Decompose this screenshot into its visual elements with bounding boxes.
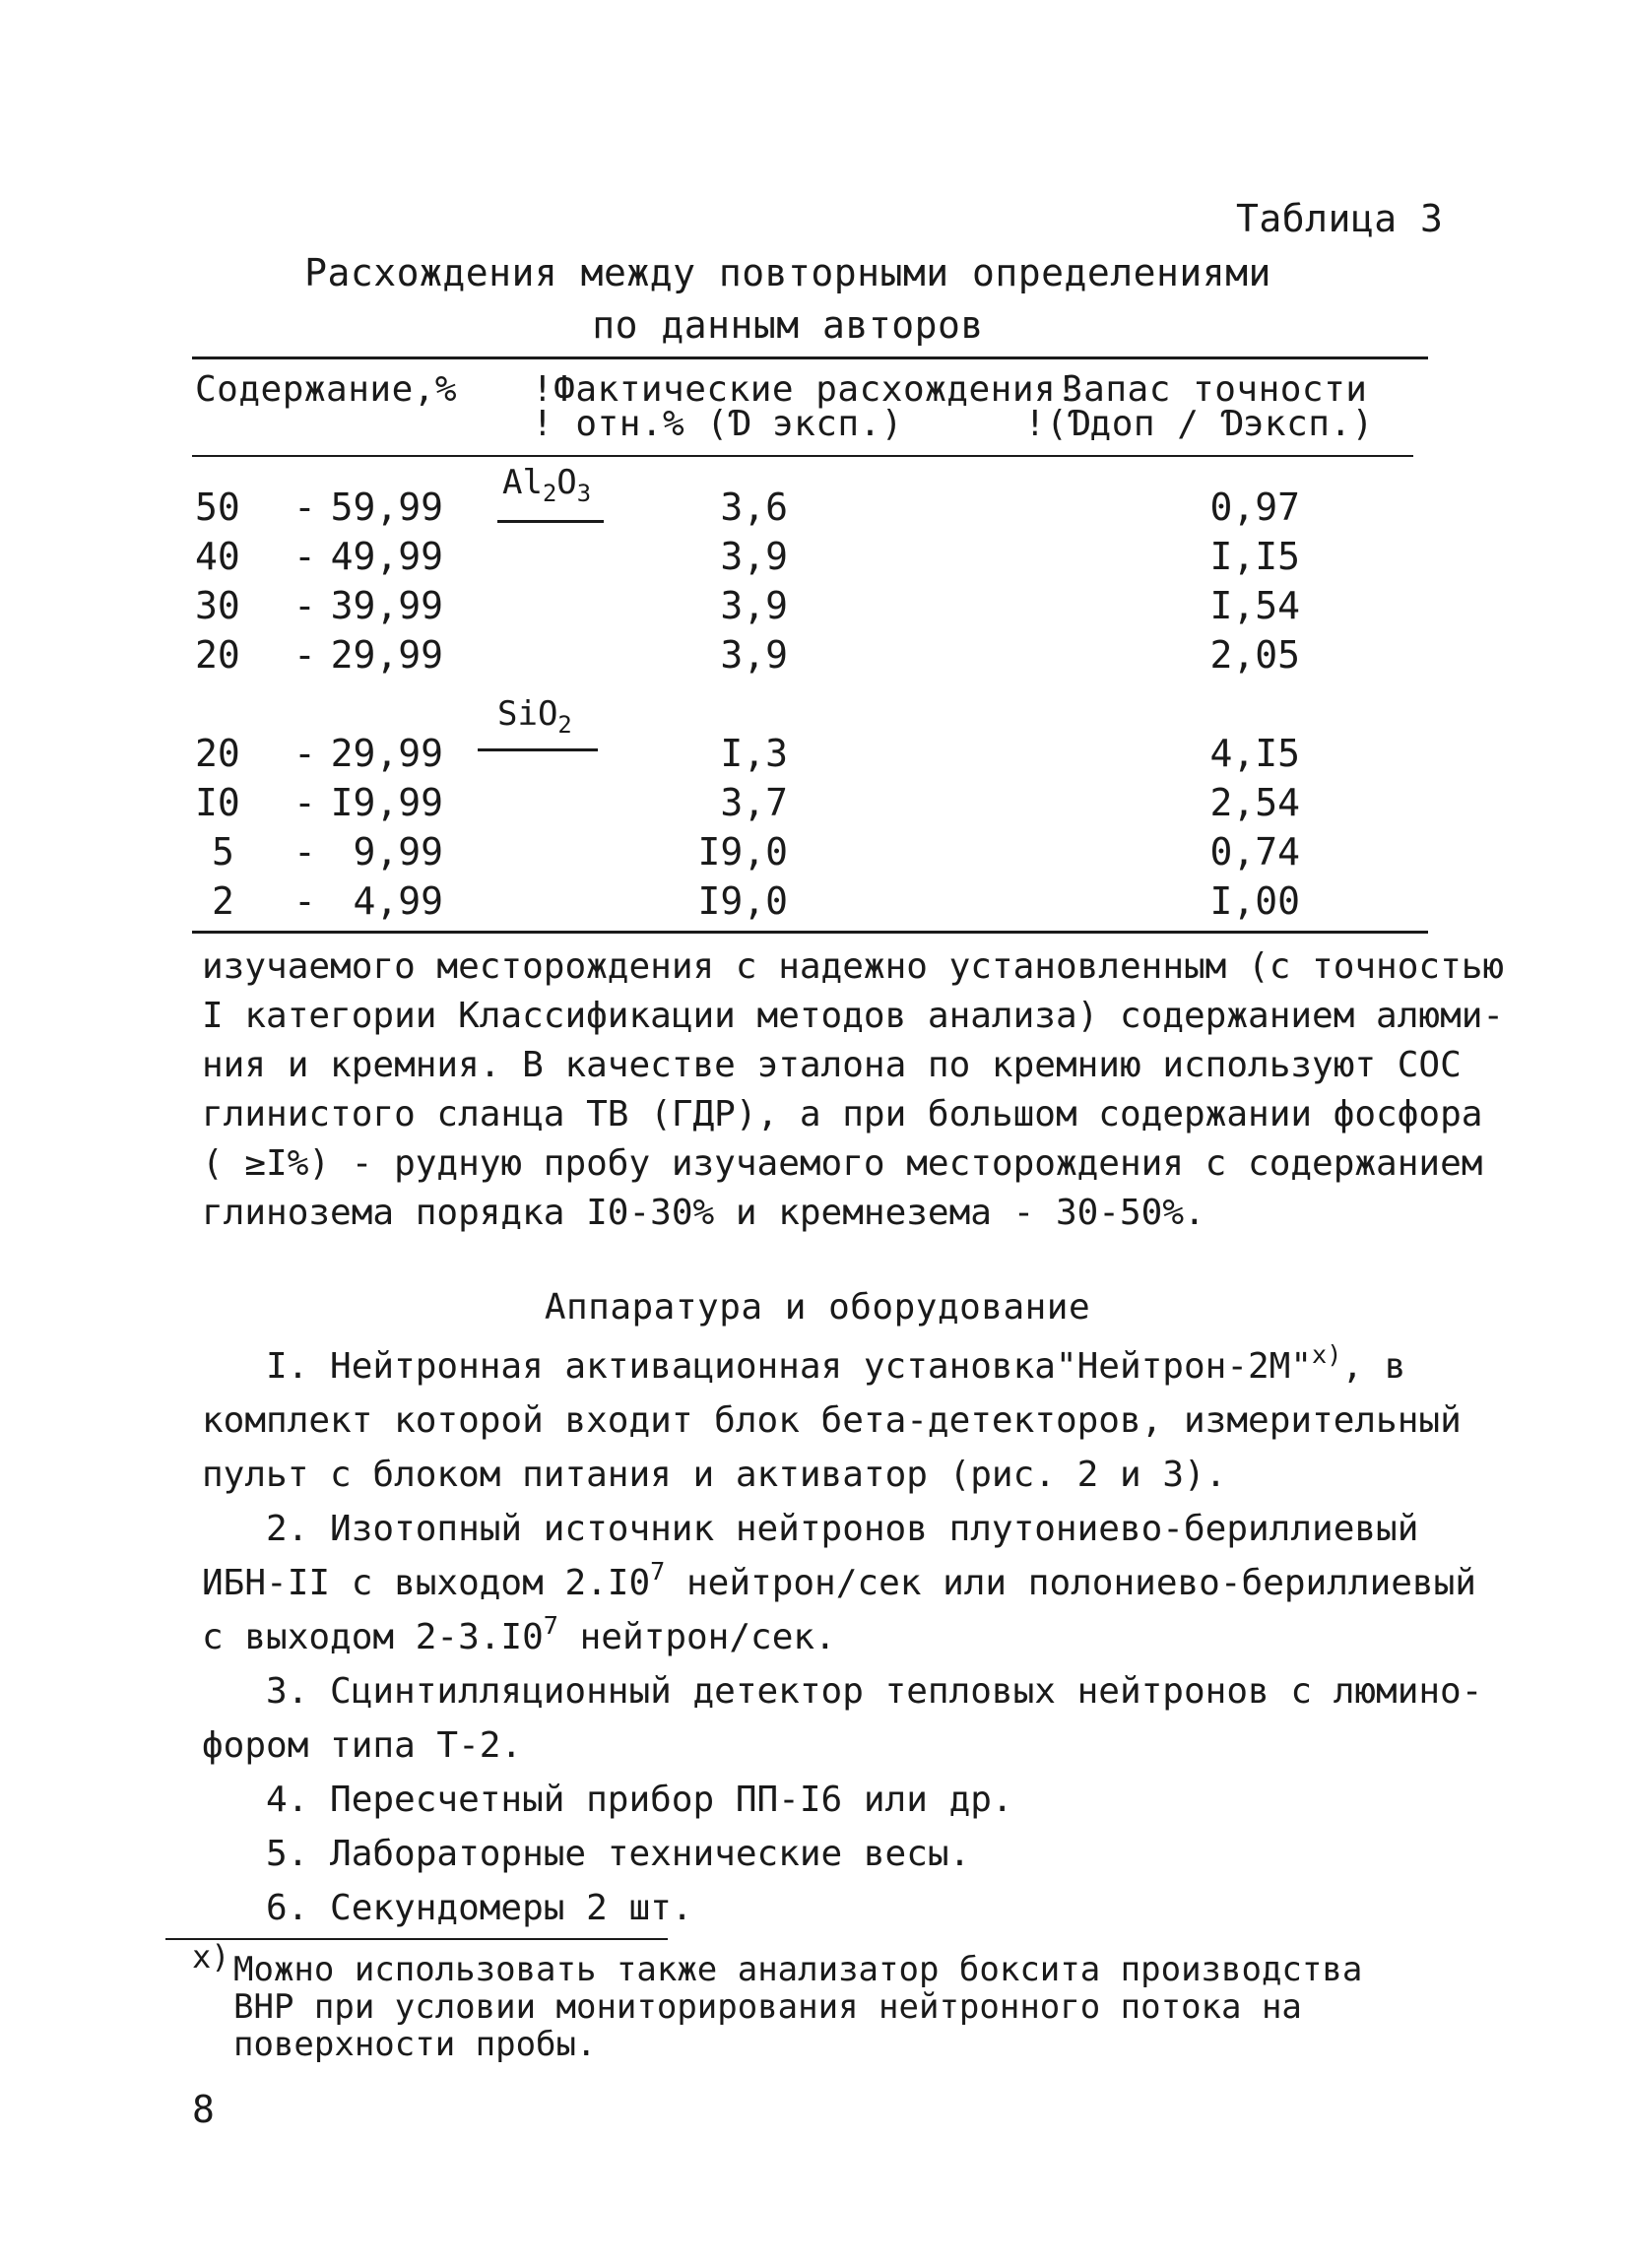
cell-from: 20 [195, 732, 240, 775]
header-reserve-line1: Запас точности [1062, 369, 1368, 410]
cell-from: 50 [195, 486, 240, 529]
cell-from: 40 [195, 535, 240, 578]
list-item-continuation: фором типа Т-2. [202, 1725, 523, 1766]
list-item: 4. Пересчетный прибор ПП-I6 или др. [266, 1780, 1013, 1820]
section-title: Аппаратура и оборудование [544, 1287, 1091, 1328]
paragraph-line: изучаемого месторождения с надежно установленным (с точностью [202, 946, 1505, 987]
paragraph-line: I категории Классификации методов анализа) содержанием алюми- [202, 996, 1505, 1036]
page-number: 8 [192, 2088, 215, 2131]
exponent: 7 [650, 1556, 666, 1586]
cell-dash: - [293, 633, 316, 677]
table-bottom-rule [192, 931, 1428, 934]
cell-from: 5 [212, 830, 234, 874]
cell-fact: I,3 [720, 732, 788, 775]
cell-fact: I9,0 [697, 830, 788, 874]
cell-reserve: 4,I5 [1209, 732, 1300, 775]
cell-to: 29,99 [330, 633, 443, 677]
header-bottom-rule [192, 455, 1413, 457]
table-title-line2: по данным авторов [592, 303, 984, 347]
cell-fact: 3,9 [720, 584, 788, 627]
list-text: ИБН-II с выходом 2.I0 [202, 1563, 651, 1603]
paragraph-line: глинистого сланца ТВ (ГДР), а при большом содержании фосфора [202, 1094, 1483, 1134]
cell-reserve: I,I5 [1209, 535, 1300, 578]
cell-fact: I9,0 [697, 879, 788, 923]
cell-fact: 3,6 [720, 486, 788, 529]
header-reserve-line2: !(Ɗдоп / Ɗэксп.) [1024, 404, 1374, 444]
cell-fact: 3,9 [720, 633, 788, 677]
list-item: 6. Секундомеры 2 шт. [266, 1888, 693, 1928]
table-label: Таблица 3 [1236, 197, 1444, 240]
footnote-separator [165, 1938, 668, 1940]
cell-reserve: 2,54 [1209, 781, 1300, 824]
cell-to: 9,99 [353, 830, 443, 874]
formula-part: O [556, 463, 577, 502]
paragraph-line: ния и кремния. В качестве эталона по кремнию используют СОС [202, 1045, 1462, 1085]
formula-part: SiO [497, 694, 558, 734]
formula-sub: 2 [557, 711, 572, 740]
footnote-line: Можно использовать также анализатор боксита производства [233, 1950, 1363, 1989]
footnote-line: поверхности пробы. [233, 2025, 597, 2064]
cell-dash: - [293, 879, 316, 923]
formula-underline [478, 748, 598, 751]
cell-to: 49,99 [330, 535, 443, 578]
header-fact-line2: ! отн.% (Ɗ эксп.) [532, 404, 903, 444]
list-item: 5. Лабораторные технические весы. [266, 1834, 971, 1874]
cell-to: 59,99 [330, 486, 443, 529]
cell-dash: - [293, 781, 316, 824]
formula-sio2 [497, 694, 572, 740]
cell-reserve: 0,97 [1209, 486, 1300, 529]
cell-reserve: I,00 [1209, 879, 1300, 923]
list-text: с выходом 2-3.I0 [202, 1617, 544, 1657]
formula-underline [497, 520, 604, 523]
cell-to: 29,99 [330, 732, 443, 775]
list-text: нейтрон/сек или полониево-бериллиевый [665, 1563, 1476, 1603]
list-text: I. Нейтронная активационная установка"Нейтрон-2М" [266, 1346, 1313, 1387]
cell-from: 30 [195, 584, 240, 627]
formula-sub: 3 [576, 480, 592, 508]
list-item: 3. Сцинтилляционный детектор тепловых нейтронов с люмино- [266, 1671, 1483, 1712]
footnote-ref: x) [1312, 1339, 1342, 1369]
table-title-line1: Расхождения между повторными определениями [304, 251, 1271, 294]
list-text: нейтрон/сек. [557, 1617, 836, 1657]
cell-dash: - [293, 535, 316, 578]
cell-to: 39,99 [330, 584, 443, 627]
footnote-line: ВНР при условии мониторирования нейтронного потока на [233, 1987, 1302, 2027]
list-item [266, 1339, 1507, 1394]
header-content: Содержание,% [195, 369, 458, 410]
paragraph-line: глинозема порядка I0-30% и кремнезема - 30-50%. [202, 1193, 1205, 1233]
cell-fact: 3,7 [720, 781, 788, 824]
cell-dash: - [293, 584, 316, 627]
formula-sub: 2 [542, 480, 557, 508]
cell-to: 4,99 [353, 879, 443, 923]
cell-reserve: 0,74 [1209, 830, 1300, 874]
list-item-continuation [202, 1610, 1443, 1665]
exponent: 7 [543, 1610, 558, 1640]
list-item-continuation: комплект которой входит блок бета-детекторов, измерительный [202, 1400, 1462, 1441]
formula-part: Al [502, 463, 543, 502]
cell-fact: 3,9 [720, 535, 788, 578]
cell-reserve: 2,05 [1209, 633, 1300, 677]
cell-dash: - [293, 732, 316, 775]
cell-dash: - [293, 486, 316, 529]
cell-dash: - [293, 830, 316, 874]
list-item-continuation [202, 1556, 1476, 1611]
list-text: , в [1341, 1346, 1406, 1387]
footnote-mark: x) [192, 1938, 230, 1976]
cell-from: 20 [195, 633, 240, 677]
cell-to: I9,99 [330, 781, 443, 824]
formula-al2o3 [502, 463, 592, 508]
header-fact-line1: !Фактические расхождения! [532, 369, 1078, 410]
list-item: 2. Изотопный источник нейтронов плутониево-бериллиевый [266, 1509, 1419, 1549]
cell-reserve: I,54 [1209, 584, 1300, 627]
cell-from: I0 [195, 781, 240, 824]
list-item-continuation: пульт с блоком питания и активатор (рис. 2 и 3). [202, 1455, 1227, 1495]
paragraph-line: ( ≥I%) - рудную пробу изучаемого месторождения с содержанием [202, 1143, 1483, 1184]
table-top-rule [192, 356, 1428, 359]
cell-from: 2 [212, 879, 234, 923]
